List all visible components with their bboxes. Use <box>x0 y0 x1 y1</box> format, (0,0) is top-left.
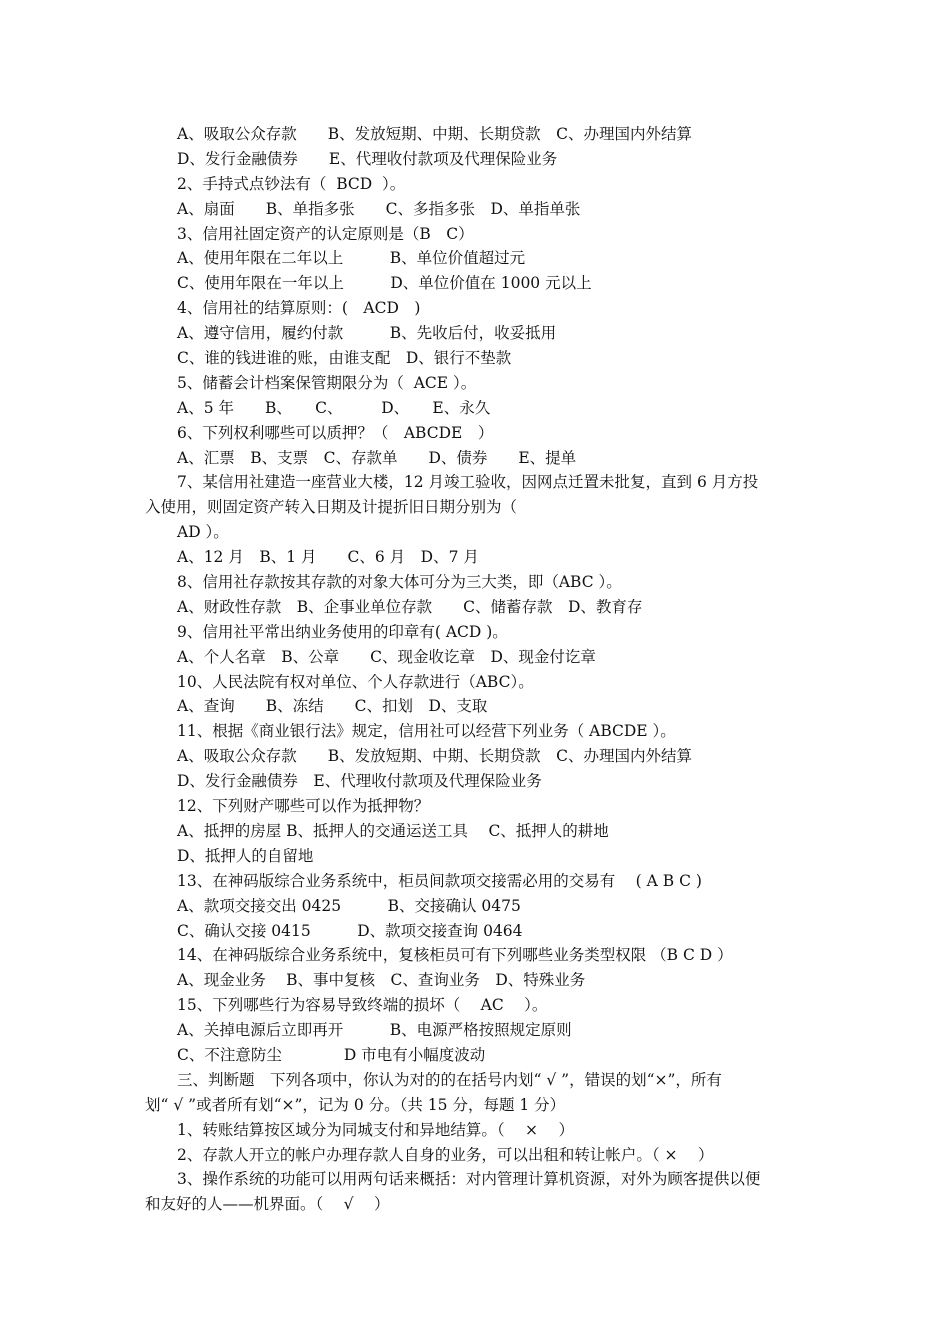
text-line: 3、信用社固定资产的认定原则是（B C） <box>177 224 474 243</box>
text-line: 14、在神码版综合业务系统中，复核柜员可有下列哪些业务类型权限 （B C D ） <box>177 946 733 965</box>
text-line: A、5 年 B、 C、 D、 E、永久 <box>177 398 491 417</box>
text-line: 5、储蓄会计档案保管期限分为（ ACE ）。 <box>177 373 477 392</box>
text-line: AD ）。 <box>177 523 229 542</box>
text-line: 10、人民法院有权对单位、个人存款进行（ABC）。 <box>177 672 534 691</box>
text-line: A、吸取公众存款 B、发放短期、中期、长期贷款 C、办理国内外结算 <box>177 125 692 143</box>
text-line: A、查询 B、冻结 C、扣划 D、支取 <box>177 697 488 716</box>
text-line: 2、存款人开立的帐户办理存款人自身的业务，可以出租和转让帐户。（ × ） <box>177 1145 714 1164</box>
text-line: 三、判断题 下列各项中，你认为对的的在括号内划“ √ ”，错误的划“×”，所有 <box>177 1070 722 1089</box>
text-line: C、使用年限在一年以上 D、单位价值在 1000 元以上 <box>177 274 592 293</box>
text-line: 7、某信用社建造一座营业大楼，12 月竣工验收，因网点迁置未批复，直到 6 月方投 <box>177 473 759 492</box>
text-line: 入使用，则固定资产转入日期及计提折旧日期分别为（ <box>145 498 518 517</box>
text-line: A、扇面 B、单指多张 C、多指多张 D、单指单张 <box>177 199 581 218</box>
text-line: A、款项交接交出 0425 B、交接确认 0475 <box>177 896 521 915</box>
text-line: C、不注意防尘 D 市电有小幅度波动 <box>177 1045 486 1064</box>
text-line: C、谁的钱进谁的账，由谁支配 D、银行不垫款 <box>177 349 512 368</box>
text-line: A、财政性存款 B、企事业单位存款 C、储蓄存款 D、教育存 <box>177 597 643 616</box>
text-line: A、个人名章 B、公章 C、现金收讫章 D、现金付讫章 <box>177 647 596 666</box>
text-line: A、使用年限在二年以上 B、单位价值超过元 <box>177 249 526 268</box>
text-line: C、确认交接 0415 D、款项交接查询 0464 <box>177 921 523 940</box>
text-line: A、汇票 B、支票 C、存款单 D、债券 E、提单 <box>177 448 577 467</box>
text-line: 3、操作系统的功能可以用两句话来概括：对内管理计算机资源，对外为顾客提供以便 <box>177 1170 761 1189</box>
text-line: 13、在神码版综合业务系统中，柜员间款项交接需必用的交易有 ( A B C ) <box>177 871 702 890</box>
text-line: 12、下列财产哪些可以作为抵押物？ <box>177 797 430 816</box>
text-line: 15、下列哪些行为容易导致终端的损坏（ AC ）。 <box>177 996 548 1015</box>
text-line: A、现金业务 B、事中复核 C、查询业务 D、特殊业务 <box>177 971 586 990</box>
text-line: 1、转账结算按区域分为同城支付和异地结算。（ × ） <box>177 1120 574 1139</box>
text-line: 11、根据《商业银行法》规定，信用社可以经营下列业务（ ABCDE ）。 <box>177 722 676 741</box>
text-line: A、遵守信用，履约付款 B、先收后付，收妥抵用 <box>177 324 557 343</box>
text-line: 2、手持式点钞法有（ BCD ）。 <box>177 174 406 193</box>
text-line: A、吸取公众存款 B、发放短期、中期、长期贷款 C、办理国内外结算 <box>177 747 692 766</box>
document-body <box>145 122 810 1217</box>
text-line: 9、信用社平常出纳业务使用的印章有( ACD )。 <box>177 622 508 641</box>
text-line: 划“ √ ”或者所有划“×”，记为 0 分。（共 15 分，每题 1 分） <box>145 1095 566 1114</box>
text-line: D、发行金融债券 E、代理收付款项及代理保险业务 <box>177 149 558 168</box>
text-line: 8、信用社存款按其存款的对象大体可分为三大类，即（ABC ）。 <box>177 573 622 592</box>
text-line: 和友好的人——机界面。（ √ ） <box>145 1195 390 1214</box>
text-line: A、12 月 B、1 月 C、6 月 D、7 月 <box>177 548 479 567</box>
text-line: A、关掉电源后立即再开 B、电源严格按照规定原则 <box>177 1021 572 1040</box>
text-line: D、发行金融债券 E、代理收付款项及代理保险业务 <box>177 772 542 791</box>
text-line: A、抵押的房屋 B、抵押人的交通运送工具 C、抵押人的耕地 <box>177 821 609 840</box>
text-line: 6、下列权利哪些可以质押？（ ABCDE ） <box>177 423 494 442</box>
text-line: D、抵押人的自留地 <box>177 846 314 865</box>
text-line: 4、信用社的结算原则：( ACD ) <box>177 299 421 318</box>
